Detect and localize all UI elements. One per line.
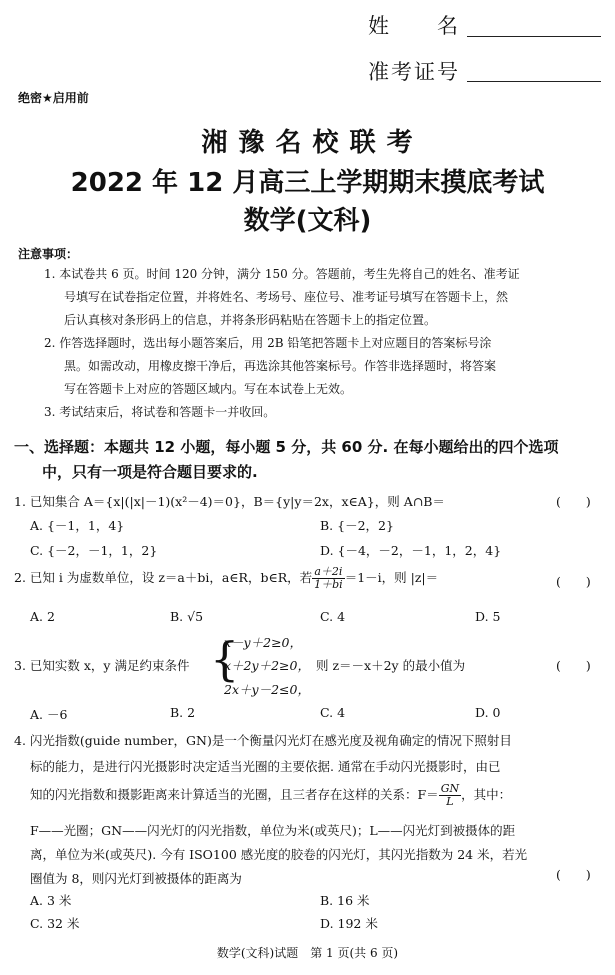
q4-line2: 标的能力，是进行闪光摄影时决定适当光圈的主要依据. 通常在手动闪光摄影时，由已 bbox=[30, 759, 501, 774]
q1-option-b[interactable]: B. {－2，2} bbox=[320, 518, 394, 533]
q4-option-d[interactable]: D. 192 米 bbox=[320, 916, 378, 931]
section-heading-line2: 中，只有一项是符合题目要求的. bbox=[42, 463, 258, 481]
q3-answer-paren[interactable]: ( ) bbox=[556, 658, 591, 673]
q4-line4: F——光圈；GN——闪光灯的闪光指数，单位为米(或英尺)；L——闪光灯到被摄体的距 bbox=[30, 823, 516, 838]
exam-id-label: 准考证号 bbox=[368, 60, 460, 84]
q1-option-d[interactable]: D. {－4，－2，－1，1，2，4} bbox=[320, 543, 502, 558]
q2-answer-paren[interactable]: ( ) bbox=[556, 574, 591, 589]
q4-fraction bbox=[439, 783, 461, 808]
q3-option-b[interactable]: B. 2 bbox=[170, 705, 196, 720]
notice-heading: 注意事项： bbox=[18, 247, 79, 261]
q2-frac-den: 1＋bi bbox=[314, 578, 343, 591]
exam-id-field-line[interactable] bbox=[467, 81, 601, 82]
title-line2: 2022 年 12 月高三上学期期末摸底考试 bbox=[70, 168, 545, 198]
q4-answer-paren[interactable]: ( ) bbox=[556, 867, 591, 882]
q4-line1: 4. 闪光指数(guide number，GN)是一个衡量闪光灯在感光度及视角确定的情况下照射目 bbox=[14, 733, 512, 748]
q2-fraction bbox=[312, 566, 345, 591]
q2-option-b[interactable]: B. √5 bbox=[170, 609, 204, 624]
q4-option-c[interactable]: C. 32 米 bbox=[30, 916, 80, 931]
q1-option-a[interactable]: A. {－1，1，4} bbox=[30, 518, 125, 533]
q4-line3-post: ，其中： bbox=[461, 787, 512, 802]
q3-brace: { bbox=[210, 632, 240, 686]
title-line1: 湘 豫 名 校 联 考 bbox=[201, 128, 414, 158]
notice-line-5: 黑。如需改动，用橡皮擦干净后，再选涂其他答案标号。作答非选择题时，将答案 bbox=[64, 359, 497, 373]
q4-line5: 离，单位为米(或英尺). 今有 ISO100 感光度的胶卷的闪光灯，其闪光指数为 24 米，若光 bbox=[30, 847, 528, 862]
q4-frac-den: L bbox=[446, 795, 454, 808]
q3-constraint-2: x＋2y＋2≥0， bbox=[224, 658, 310, 673]
q1-stem: 1. 已知集合 A＝{x|(|x|－1)(x²－4)＝0}，B＝{y|y＝2x，x∈A}，则 A∩B＝ bbox=[14, 494, 445, 509]
name-field-line[interactable] bbox=[467, 36, 601, 37]
q2-stem bbox=[14, 566, 438, 591]
q2-option-c[interactable]: C. 4 bbox=[320, 609, 346, 624]
q2-stem-post: ＝1－i，则 |z|＝ bbox=[344, 570, 439, 585]
q1-answer-paren[interactable]: ( ) bbox=[556, 494, 591, 509]
section-heading-line1: 一、选择题：本题共 12 小题，每小题 5 分，共 60 分. 在每小题给出的四个选项 bbox=[14, 438, 559, 456]
q2-frac-num: a＋2i bbox=[312, 566, 345, 579]
notice-line-2: 号填写在试卷指定位置，并将姓名、考场号、座位号、准考证号填写在答题卡上，然 bbox=[64, 290, 509, 304]
q3-option-a[interactable]: A. －6 bbox=[30, 707, 68, 722]
notice-line-6: 写在答题卡上对应的答题区域内。写在本试卷上无效。 bbox=[64, 382, 353, 396]
notice-line-3: 后认真核对条形码上的信息，并将条形码粘贴在答题卡上的指定位置。 bbox=[64, 313, 437, 327]
title-line3: 数学(文科) bbox=[243, 206, 372, 236]
q4-line3-pre: 知的闪光指数和摄影距离来计算适当的光圈，且三者存在这样的关系：F＝ bbox=[30, 787, 439, 802]
q3-stem-post: 则 z＝－x＋2y 的最小值为 bbox=[316, 658, 466, 673]
q3-constraint-1: x－y＋2≥0， bbox=[224, 635, 302, 650]
notice-line-4: 2. 作答选择题时，选出每小题答案后，用 2B 铅笔把答题卡上对应题目的答案标号涂 bbox=[44, 336, 492, 350]
q4-option-a[interactable]: A. 3 米 bbox=[30, 893, 72, 908]
name-label: 姓 名 bbox=[368, 14, 460, 38]
q3-stem-pre: 3. 已知实数 x，y 满足约束条件 bbox=[14, 658, 190, 673]
notice-line-7: 3. 考试结束后，将试卷和答题卡一并收回。 bbox=[44, 405, 276, 419]
q2-stem-pre: 2. 已知 i 为虚数单位，设 z＝a＋bi，a∈R，b∈R，若 bbox=[14, 570, 313, 585]
q4-line3 bbox=[30, 783, 511, 808]
q1-option-c[interactable]: C. {－2，－1，1，2} bbox=[30, 543, 158, 558]
q2-option-d[interactable]: D. 5 bbox=[475, 609, 501, 624]
q3-option-c[interactable]: C. 4 bbox=[320, 705, 346, 720]
q4-frac-num: GN bbox=[440, 782, 460, 795]
q3-constraint-3: 2x＋y－2≤0， bbox=[224, 682, 310, 697]
page-footer: 数学(文科)试题 第 1 页(共 6 页) bbox=[216, 946, 399, 960]
secret-mark: 绝密★启用前 bbox=[18, 91, 89, 105]
q4-line6: 圈值为 8，则闪光灯到被摄体的距离为 bbox=[30, 871, 242, 886]
notice-line-1: 1. 本试卷共 6 页。时间 120 分钟，满分 150 分。答题前，考生先将自己的姓名、准考证 bbox=[44, 267, 520, 281]
q2-option-a[interactable]: A. 2 bbox=[30, 609, 55, 624]
q3-option-d[interactable]: D. 0 bbox=[475, 705, 501, 720]
q4-option-b[interactable]: B. 16 米 bbox=[320, 893, 370, 908]
